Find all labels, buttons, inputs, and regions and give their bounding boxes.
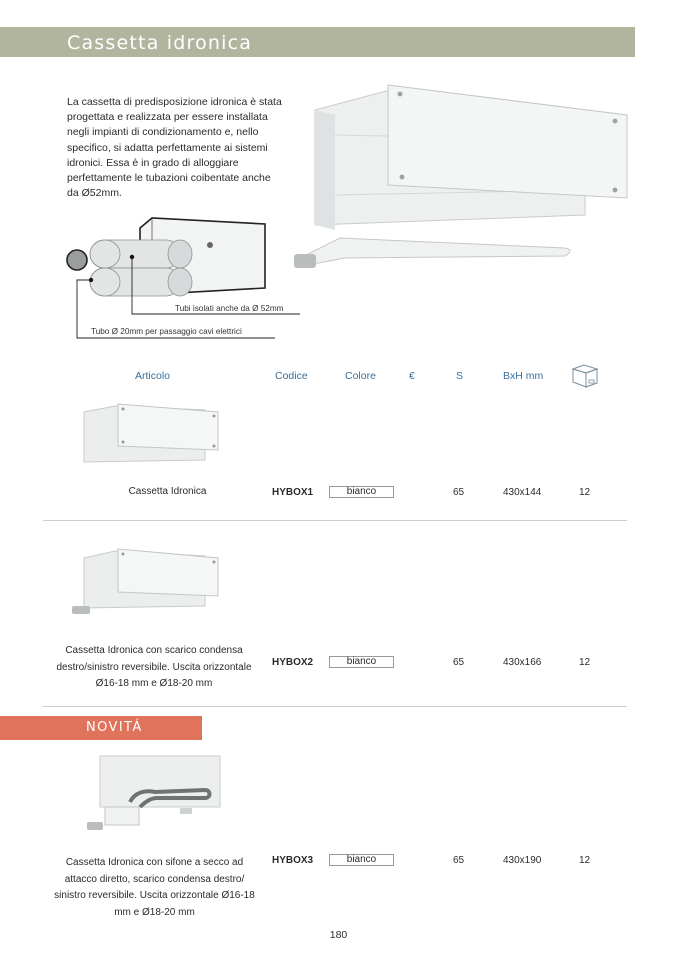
page-title: Cassetta idronica [67, 32, 253, 54]
row3-code: HYBOX3 [272, 855, 314, 866]
row3-qty: 12 [579, 855, 591, 866]
row1-code: HYBOX1 [272, 487, 314, 498]
row2-s: 65 [453, 657, 465, 668]
new-badge-label: NOVITÁ [86, 720, 143, 735]
row2-color: bianco [329, 656, 394, 668]
header-price: € [409, 370, 415, 382]
label-insulated-tubes: Tubi isolati anche da Ø 52mm [175, 304, 284, 313]
header-bxh: BxH mm [503, 370, 544, 382]
header-colore: Colore [345, 370, 376, 382]
row1-s: 65 [453, 487, 465, 498]
section-diagram [60, 210, 310, 345]
row3-description: Cassetta Idronica con sifone a secco ad attacco diretto, scarico condensa destro/ sinistro reversibile. Uscita orizzontale Ø16-18 mm e Ø18-20 mm [54, 857, 255, 918]
page-number: 180 [329, 929, 348, 941]
row1-description: Cassetta Idronica [128, 486, 207, 497]
header-s: S [456, 370, 464, 382]
row3-s: 65 [453, 855, 465, 866]
row2-bxh: 430x166 [503, 657, 542, 668]
row2-code: HYBOX2 [272, 657, 314, 668]
intro-paragraph: La cassetta di predisposizione idronica è stata progettata e realizzata per essere installata negli impianti di condizionamento e, nello specifico, si adatta perfettamente ai sistemi idronici. Essa è in grado di alloggiare perfettamente le tubazioni coibentate anche da Ø52mm. [67, 96, 282, 200]
hero-product-image [290, 80, 635, 280]
row2-description: Cassetta Idronica con scarico condensa destro/sinistro reversibile. Uscita orizzontale Ø16-18 mm e Ø18-20 mm [56, 645, 252, 689]
row1-bxh: 430x144 [503, 487, 542, 498]
row1-qty: 12 [579, 487, 591, 498]
row-separator [43, 520, 627, 521]
row1-color: bianco [329, 486, 394, 498]
box-icon [570, 360, 600, 390]
product-thumb-hybox1 [80, 402, 220, 467]
row2-qty: 12 [579, 657, 591, 668]
header-articolo: Articolo [135, 370, 171, 382]
product-thumb-hybox2 [70, 546, 220, 618]
product-thumb-hybox3 [85, 752, 225, 837]
label-cable-tube: Tubo Ø 20mm per passaggio cavi elettrici [91, 327, 242, 336]
header-codice: Codice [275, 370, 308, 382]
row3-color: bianco [329, 854, 394, 866]
row3-bxh: 430x190 [503, 855, 542, 866]
row-separator [43, 706, 627, 707]
